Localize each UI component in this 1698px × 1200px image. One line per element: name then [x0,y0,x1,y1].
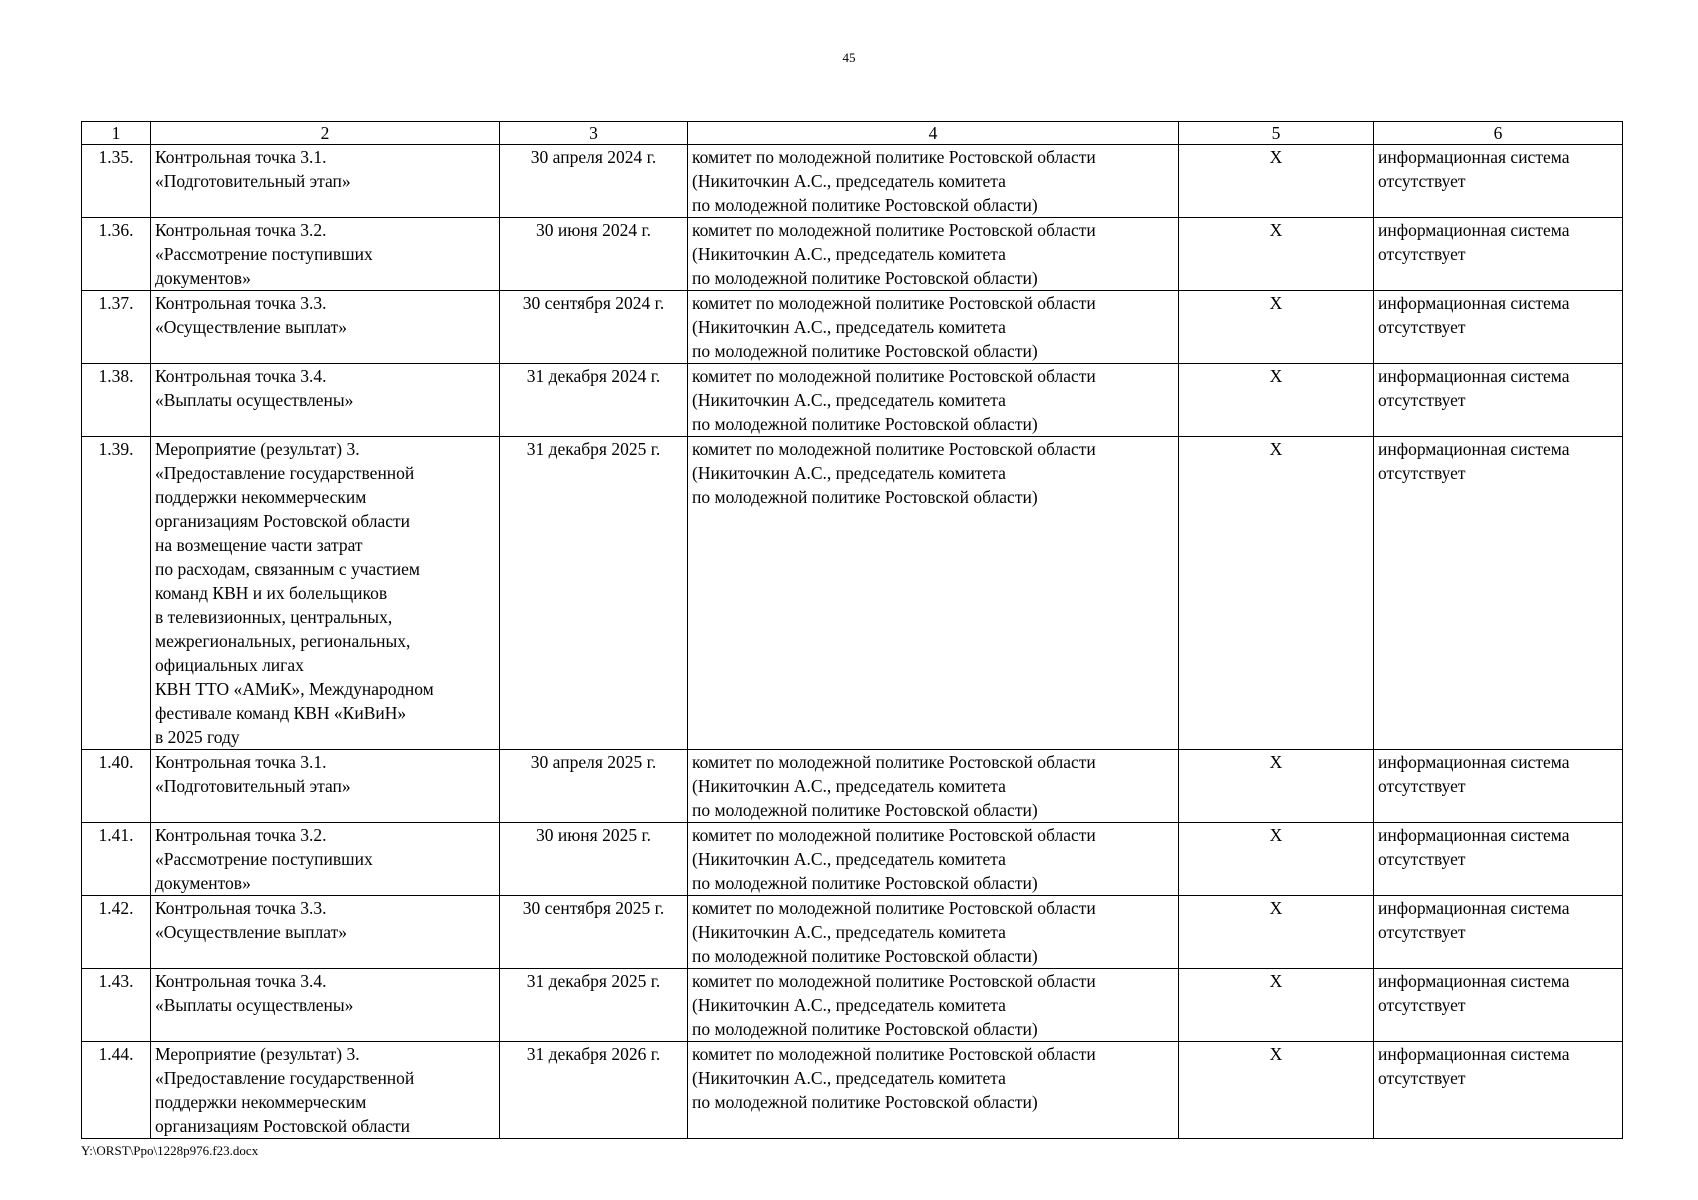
responsible-executor: комитет по молодежной политике Ростовской области (Никиточкин А.С., председатель комитета по молодежной политике Ростовской области) [688,291,1179,364]
mark-cell: X [1179,896,1374,969]
mark-cell: X [1179,364,1374,437]
item-name: Контрольная точка 3.4. «Выплаты осуществлены» [151,969,500,1042]
mark-cell: X [1179,291,1374,364]
deadline-date: 31 декабря 2026 г. [500,1042,688,1139]
information-system: информационная система отсутствует [1374,364,1623,437]
responsible-executor: комитет по молодежной политике Ростовской области (Никиточкин А.С., председатель комитета по молодежной политике Ростовской области) [688,750,1179,823]
item-name: Контрольная точка 3.4. «Выплаты осуществлены» [151,364,500,437]
table-row [82,218,1623,291]
table-row [82,364,1623,437]
information-system: информационная система отсутствует [1374,750,1623,823]
responsible-executor: комитет по молодежной политике Ростовской области (Никиточкин А.С., председатель комитета по молодежной политике Ростовской области) [688,218,1179,291]
row-number: 1.38. [82,364,151,437]
mark-cell: X [1179,750,1374,823]
responsible-executor: комитет по молодежной политике Ростовской области (Никиточкин А.С., председатель комитета по молодежной политике Ростовской области) [688,896,1179,969]
item-name: Мероприятие (результат) 3. «Предоставление государственной поддержки некоммерческим организациям Ростовской области на возмещение части затрат по расходам, связанным с участием команд КВН и их болельщиков в телевизионных, центральных, межрегиональных, региональных, официальных лигах КВН ТТО «АМиК», Международном фестивале команд КВН «КиВиН» в 2025 году [151,437,500,750]
mark-cell: X [1179,969,1374,1042]
responsible-executor: комитет по молодежной политике Ростовской области (Никиточкин А.С., председатель комитета по молодежной политике Ростовской области) [688,969,1179,1042]
implementation-plan-table [81,121,1623,1139]
information-system: информационная система отсутствует [1374,823,1623,896]
table-row [82,969,1623,1042]
row-number: 1.36. [82,218,151,291]
deadline-date: 31 декабря 2025 г. [500,969,688,1042]
table-row [82,750,1623,823]
item-name: Контрольная точка 3.3. «Осуществление выплат» [151,896,500,969]
row-number: 1.40. [82,750,151,823]
table-row [82,896,1623,969]
deadline-date: 31 декабря 2025 г. [500,437,688,750]
responsible-executor: комитет по молодежной политике Ростовской области (Никиточкин А.С., председатель комитета по молодежной политике Ростовской области) [688,823,1179,896]
deadline-date: 30 сентября 2025 г. [500,896,688,969]
table-header-row [82,122,1623,145]
deadline-date: 30 апреля 2024 г. [500,145,688,218]
table-row [82,291,1623,364]
information-system: информационная система отсутствует [1374,218,1623,291]
row-number: 1.43. [82,969,151,1042]
responsible-executor: комитет по молодежной политике Ростовской области (Никиточкин А.С., председатель комитета по молодежной политике Ростовской области) [688,145,1179,218]
table-row [82,145,1623,218]
item-name: Контрольная точка 3.3. «Осуществление выплат» [151,291,500,364]
information-system: информационная система отсутствует [1374,969,1623,1042]
deadline-date: 30 апреля 2025 г. [500,750,688,823]
information-system: информационная система отсутствует [1374,437,1623,750]
row-number: 1.44. [82,1042,151,1139]
mark-cell: X [1179,823,1374,896]
row-number: 1.41. [82,823,151,896]
information-system: информационная система отсутствует [1374,1042,1623,1139]
item-name: Мероприятие (результат) 3. «Предоставление государственной поддержки некоммерческим организациям Ростовской области [151,1042,500,1139]
column-header-6: 6 [1374,122,1623,145]
column-header-3: 3 [500,122,688,145]
column-header-4: 4 [688,122,1179,145]
column-header-5: 5 [1179,122,1374,145]
item-name: Контрольная точка 3.1. «Подготовительный этап» [151,750,500,823]
deadline-date: 30 июня 2025 г. [500,823,688,896]
table-row [82,1042,1623,1139]
row-number: 1.42. [82,896,151,969]
table-row [82,437,1623,750]
item-name: Контрольная точка 3.1. «Подготовительный этап» [151,145,500,218]
column-header-2: 2 [151,122,500,145]
responsible-executor: комитет по молодежной политике Ростовской области (Никиточкин А.С., председатель комитета по молодежной политике Ростовской области) [688,364,1179,437]
responsible-executor: комитет по молодежной политике Ростовской области (Никиточкин А.С., председатель комитета по молодежной политике Ростовской области) [688,437,1179,750]
information-system: информационная система отсутствует [1374,896,1623,969]
column-header-1: 1 [82,122,151,145]
information-system: информационная система отсутствует [1374,145,1623,218]
deadline-date: 30 июня 2024 г. [500,218,688,291]
mark-cell: X [1179,145,1374,218]
mark-cell: X [1179,437,1374,750]
row-number: 1.39. [82,437,151,750]
mark-cell: X [1179,218,1374,291]
row-number: 1.37. [82,291,151,364]
page-number: 45 [842,50,856,65]
item-name: Контрольная точка 3.2. «Рассмотрение поступивших документов» [151,218,500,291]
information-system: информационная система отсутствует [1374,291,1623,364]
deadline-date: 31 декабря 2024 г. [500,364,688,437]
table-row [82,823,1623,896]
mark-cell: X [1179,1042,1374,1139]
item-name: Контрольная точка 3.2. «Рассмотрение поступивших документов» [151,823,500,896]
deadline-date: 30 сентября 2024 г. [500,291,688,364]
document-file-path: Y:\ORST\Ppo\1228p976.f23.docx [81,1143,259,1158]
row-number: 1.35. [82,145,151,218]
responsible-executor: комитет по молодежной политике Ростовской области (Никиточкин А.С., председатель комитета по молодежной политике Ростовской области) [688,1042,1179,1139]
